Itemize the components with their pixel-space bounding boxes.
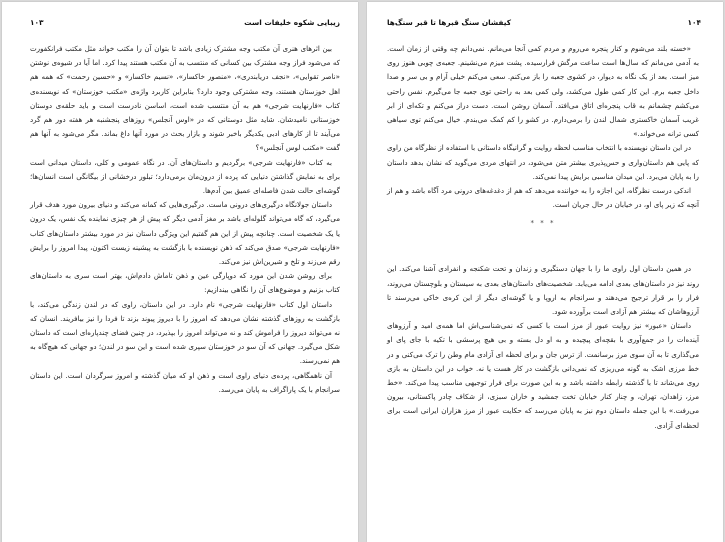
paragraph: داستان اول کتاب «فارنهایت شرجی» نام دارد. در این داستان، راوی که در لندن زندگی می‌کند، با بازگشت به روزهای گذشته نشان می‌دهد که امروز را با دیروز پیوند بزند تا فردا را نیز بیافریند. انسان که نه می‌تواند دیروز را فراموش کند و نه می‌تواند امروز را بپذیرد، در چنین فضای چندپاره‌ای است که داستان شکل می‌گیرد. جهانی که آن سو در خوزستان سپری شده است و این سو در لندن؛ دو جهانی که هیچ‌گاه به هم نمی‌رسند. [30,299,340,366]
right-page-number: ۱۰۴ [687,17,701,27]
paragraph: داستان جولانگاه درگیری‌های درونی ماست. درگیری‌هایی که کمانه می‌کند و دنیای بیرون مورد هدف قرار می‌گیرد، که گاه می‌تواند گلوله‌ای باشد بر مغز آدمی دیگر که پیش از هر چیزی نماینده یک نفس، یک درون یا یک شخصیت است. چنانچه پیش از این هم گفتیم این ویژگی داستان نیز در مورد بیشتر داستان‌های کتاب «فارنهایت شرجی» صدق می‌کند که ذهن نویسنده با بازگشت به پیشینه زیست اکنون، پیدا امروز را برایش رقم می‌زند و تلخ و شیرین‌اش نیز می‌کند. [30,200,340,267]
paragraph: اندکی درست نظرگاه، این اجازه را به خواننده می‌دهد که هم از دغدغه‌های درونی مرد آگاه باشد و هم از آنچه که زیر پای او، در خیابان در حال جریان است. [387,186,699,210]
section-separator: * * * [530,219,556,228]
spacer [387,236,699,262]
book-spread [2,2,723,542]
paragraph: برای روشن شدن این مورد که دوپارگی عین و ذهن تاماش دادم‌اش، بهتر است سری به داستان‌های کتاب بزنیم و موضوع‌های آن را نگاهی بیندازیم: [30,271,340,295]
right-page-header [387,14,701,30]
paragraph: داستان «عبور» نیز روایت عبور از مرز است با کسی که نمی‌شناسی‌اش اما همه‌ی امید و آرزوهای آینده‌ات را در جمع‌آوری با بقچه‌ای پیچیده و به او دل بسته و بی هیچ پرسشی با تکیه با جای پای او می‌گذاری تا به آن سوی مرز برسانمت. از ترس جان و برای لحظه ای آزادی مام وطن را ترک می‌کنی و در خط مرزی اشک به گونه می‌ریزی که نمی‌دانی بازگشت در کار هست یا نه. خواب در این داستان به بازی روی می‌شاند تا با گذشته رابطه داشته باشد و به این صورت برای فرار توجیهی مناسب پیدا می‌کند. «خط مرز، زاهدان، تهران، و چنار کنار خیابان تخت جمشید و خاران سبزی، از شکاف چادر پاکستانی، بیرون می‌رفت.» با این جمله داستان دوم نیز به پایان می‌رسد که حکایت عبور از مرز هزاران ایرانی است برای لحظه‌ای آزادی. [387,321,699,430]
paragraph: در همین داستان اول راوی ما را با جهان دستگیری و زندان و تحت شکنجه و انفرادی آشنا می‌کند. این روند نیز در داستان‌های بعدی ادامه می‌یابد. شخصیت‌های داستان‌های بعدی به سیستان و بلوچستان می‌روند، فرار را بر قرار ترجیح می‌دهند و سرانجام به اروپا و یا گوشه‌ای دیگر از این کره‌ی خاکی می‌رسند تا آرزوهاشان که بیشتر هم آزادی است برآورده شود. [387,264,699,317]
left-page [2,2,358,542]
paragraph: آن ناهمگاهی، پرده‌ی دنیای راوی است و ذهن او که میان گذشته و امروز سرگردان است. این داستان سرانجام با یک پاراگراف به پایان می‌رسد. [30,370,340,394]
right-page-body [387,42,699,433]
paragraph: «خسته بلند می‌شوم و کنار پنجره می‌روم و مردم کمی آنجا می‌مانم. نمی‌دانم چه وقتی از زمان است. به آدمی می‌مانم که سال‌ها است ساعت مرگش فرارسیده. پشت میزم می‌نشینم. جعبه‌ی چوبی هنوز روی میز است. بعد از یک نگاه به دیوار، در کشوی جعبه را باز می‌کنم. سعی می‌کنم خیلی آرام و بی سر و صدا داخل جعبه برم. این کار کمی طول می‌کشد، ولی کمی بعد به راحتی توی جعبه جا می‌گیرم. نفس راحتی می‌کشم چشمانم به قاب پنجره‌ای اتاق می‌افتد. آسمان روشن است. دست دراز می‌کنم و تکه‌ای از ابر غریب آسمان خاکستری شمال لندن را برمی‌دارم. در کشو را کم کمک می‌بندم. خیال می‌کنم توی سیاهی کسی ترانه می‌خواند.» [387,44,699,139]
right-running-title: کیفشان سنگ قبرها تا قبر سنگ‌ها [387,17,512,27]
paragraph: بین اثرهای هنری آن مکتب وجه مشترک زیادی باشد تا بتوان آن را مکتب خواند مثل مکتب فرانکفورت که می‌شود فراز وجه مشترک بین کسانی که منتسب به آن مکتب هستند پیدا کرد. اما آیا در شیوه‌ی نوشتن «ناصر تقوایی»، «نجف دریابندری»، «منصور خاکسار»، «نسیم خاکسار» و «حسین رحمت» که همه هم اهل خوزستان هستند، وجه مشترکی وجود دارد؟ بنابراین کاربرد واژه‌ی «مکتب خوزستان» که نویسنده‌ی کتاب «فارنهایت شرجی» هم به آن منتسب شده است، اساسن نادرست است و باید حلقه‌ی دوستان خوزستانی نامیدشان. شاید مثل دوستانی که در «اوس آنجلس» روزهای پنجشنبه هر هفته دور هم گرد می‌آیند تا از کارهای ادبی یکدیگر باخبر شوند و بازار بحث در مورد آنها داغ بماند. مگر می‌شود به آنها هم گفت «مکتب لوس آنجلس»؟ [30,44,340,153]
left-page-number: ۱۰۳ [30,17,44,27]
left-page-body [30,42,340,397]
paragraph: در این داستان نویسنده با انتخاب مناسب لحظه روایت و گرانیگاه داستانی با استفاده از نظرگاه من راوی که پایی هم داستان‌واری و حس‌پذیری بیشتر متن می‌شود، در انتهای مردی می‌گوید که نشان بدهد داستان را به پایان می‌برد. این میدان مناسبی برایش پیدا نمی‌کند. [387,143,699,181]
paragraph: به کتاب «فارنهایت شرجی» برگردیم و داستان‌های آن. در نگاه عمومی و کلی، داستان میدانی است برای به نمایش گذاشتن دنیایی که پرده از درون‌مان برمی‌دارد؛ تبلور درخشانی از بیگانگی است انسان‌ها؛ گوشه‌ای حالت شدن فاصله‌ای عمیق بین آدم‌ها. [30,157,340,196]
right-page [367,2,723,542]
left-page-header [30,14,340,30]
left-running-title: زیبایی شکوه خلیفات است [244,17,340,27]
